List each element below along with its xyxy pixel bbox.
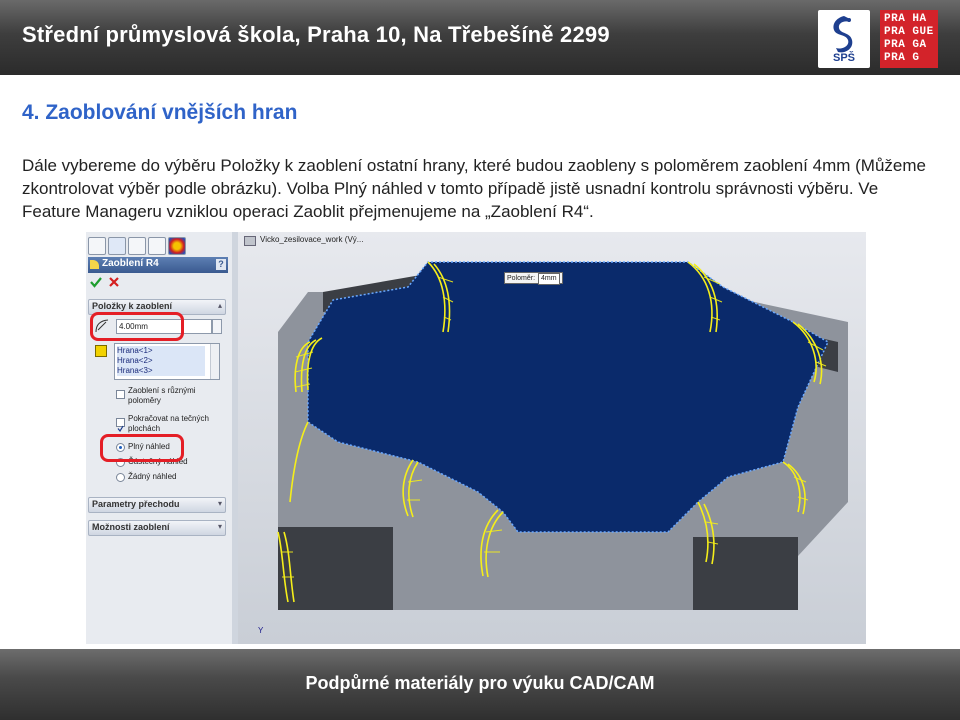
checkmark-icon xyxy=(117,425,124,432)
school-name: Střední průmyslová škola, Praha 10, Na Třebešíně 2299 xyxy=(22,22,610,47)
feature-tree-tab-icon[interactable] xyxy=(88,237,106,255)
callout-label: Poloměr: xyxy=(507,275,536,282)
sps-logo xyxy=(818,10,870,68)
multi-radius-label-line: Zaoblení s různými xyxy=(128,386,196,395)
multi-radius-label xyxy=(128,386,196,406)
cad-screenshot xyxy=(86,232,866,644)
radius-spinner[interactable] xyxy=(212,319,222,334)
property-manager xyxy=(86,232,233,644)
radius-highlight xyxy=(90,312,184,341)
appearance-tab-icon[interactable] xyxy=(168,237,186,255)
expand-chevron-icon[interactable]: ▾ xyxy=(217,522,222,531)
tangent-label-line: Pokračovat na tečných xyxy=(128,414,209,423)
collapse-chevron-icon[interactable]: ▴ xyxy=(217,301,222,310)
footer-text: Podpůrné materiály pro výuku CAD/CAM xyxy=(305,673,655,693)
config-tab-icon[interactable] xyxy=(128,237,146,255)
panel-titlebar xyxy=(88,257,228,273)
document-title: Vicko_zesilovace_work (Vý... xyxy=(260,235,364,244)
full-preview-highlight xyxy=(100,434,184,462)
edge-item[interactable]: Hrana<3> xyxy=(117,366,205,376)
group-transition-label: Parametry přechodu xyxy=(92,499,180,509)
praha-line-1: PRA HA xyxy=(884,13,927,25)
paragraph-line-2: zkontrolovat výběr podle obrázku). Volba Plný náhled v tomto případě jistě usnadní kontrolu správnosti výběru. Ve xyxy=(22,179,879,198)
callout-value[interactable]: 4mm xyxy=(538,273,560,285)
header-bar xyxy=(0,0,960,75)
ok-check-icon[interactable] xyxy=(90,276,102,288)
praha-logo xyxy=(880,10,938,68)
tangent-label-line: plochách xyxy=(128,424,161,433)
edge-selection-icon xyxy=(95,345,107,357)
group-fillet-options[interactable] xyxy=(88,520,226,536)
no-preview-label: Žádný náhled xyxy=(128,472,177,481)
graphics-viewport[interactable] xyxy=(238,232,866,644)
tangent-propagation-checkbox[interactable] xyxy=(116,418,125,427)
group-items-label: Položky k zaoblení xyxy=(92,301,173,311)
radius-callout[interactable] xyxy=(504,272,563,284)
edge-list[interactable] xyxy=(114,343,220,380)
praha-line-2: PRA GUE xyxy=(884,26,934,38)
edge-item[interactable]: Hrana<2> xyxy=(117,356,205,366)
paragraph-line-1: Dále vybereme do výběru Položky k zaoblení ostatní hrany, které budou zaobleny s poloměrem zaoblení 4mm (Můžeme xyxy=(22,156,926,175)
cancel-x-icon[interactable] xyxy=(108,276,120,288)
no-preview-radio[interactable] xyxy=(116,473,125,482)
help-icon[interactable]: ? xyxy=(216,259,226,270)
sps-logo-text: SPŠ xyxy=(832,52,855,64)
multi-radius-checkbox[interactable] xyxy=(116,390,125,399)
fillet-preview-model xyxy=(238,232,866,644)
multi-radius-label-line: poloměry xyxy=(128,396,161,405)
footer-bar xyxy=(0,649,960,720)
group-options-label: Možnosti zaoblení xyxy=(92,522,170,532)
axis-triad-y-label: Y xyxy=(258,626,264,635)
dimxpert-tab-icon[interactable] xyxy=(148,237,166,255)
partial-preview-label: Částečný náhled xyxy=(128,457,188,466)
slide-title: 4. Zaoblování vnějších hran xyxy=(22,101,298,124)
group-transition-params[interactable] xyxy=(88,497,226,513)
instruction-paragraph xyxy=(22,154,942,223)
praha-line-3: PRA GA xyxy=(884,39,927,51)
paragraph-line-3: Feature Manageru vzniklou operaci Zaoblit přejmenujeme na „Zaoblení R4“. xyxy=(22,202,594,221)
panel-title: Zaoblení R4 xyxy=(102,258,159,269)
radius-input[interactable]: 4.00mm xyxy=(116,319,212,334)
expand-chevron-icon[interactable]: ▾ xyxy=(217,499,222,508)
property-tab-icon[interactable] xyxy=(108,237,126,255)
edge-item[interactable]: Hrana<1> xyxy=(117,346,205,356)
edge-list-scrollbar[interactable] xyxy=(210,344,219,379)
tangent-propagation-label xyxy=(128,414,209,434)
full-preview-label: Plný náhled xyxy=(128,442,170,451)
manager-tabs xyxy=(88,234,198,256)
fillet-feature-icon xyxy=(90,260,99,269)
praha-line-4: PRA G xyxy=(884,52,920,64)
